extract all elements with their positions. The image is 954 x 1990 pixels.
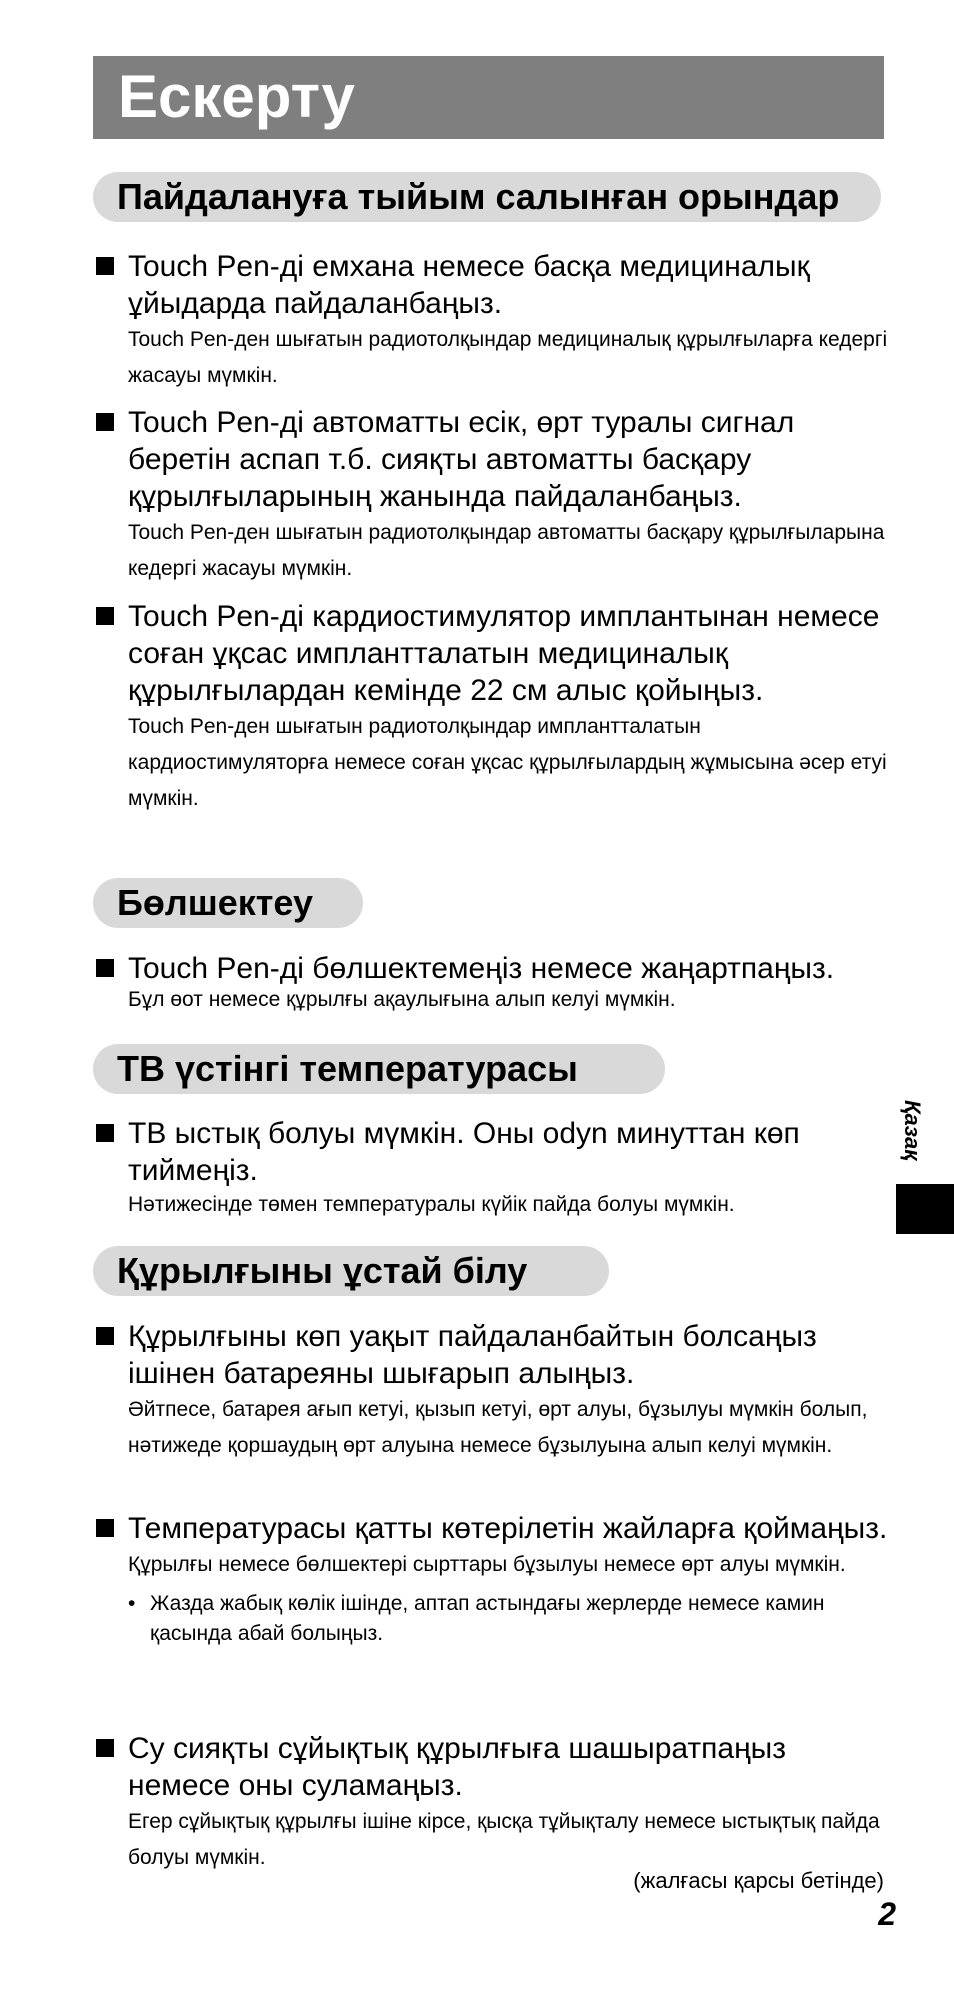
section-heading-surface-temperature: ТВ үстінгі температурасы xyxy=(93,1044,665,1094)
language-tab-marker xyxy=(896,1184,954,1234)
bullet-square-icon xyxy=(96,257,114,275)
list-item: Touch Pen-ді автоматты есік, өрт туралы сигнал беретін аспап т.б. сияқты автоматты басқару құрылғыларының жанында пайдаланбаңыз. Touch Pen-ден шығатын радиотолқындар автоматты басқару құрылғыларына кедергі жасауы мүмкін. xyxy=(96,404,892,587)
bullet-square-icon xyxy=(96,1124,114,1142)
page-number: 2 xyxy=(878,1896,896,1932)
continued-note: (жалғасы қарсы бетінде) xyxy=(633,1868,884,1893)
section-heading-device-handling: Құрылғыны ұстай білу xyxy=(93,1246,609,1296)
list-item: Су сияқты сұйықтық құрылғыға шашыратпаңыз немесе оны суламаңыз. Егер сұйықтық құрылғы ішіне кірсе, қысқа тұйықталу немесе ыстықтық пайда болуы мүмкін. xyxy=(96,1730,892,1876)
list-item: Touch Pen-ді кардиостимулятор имплантынан немесе соған ұқсас имплантталатын медициналық құрылғылардан кемінде 22 см алыс қойыңыз. Touch Pen-ден шығатын радиотолқындар имплантталатын кардиостимуляторға немесе соған ұқсас құрылғылардың жұмысына әсер етуі мүмкін. xyxy=(96,598,892,817)
page-title: Ескерту xyxy=(118,63,355,130)
bullet-square-icon xyxy=(96,607,114,625)
title-bar xyxy=(93,56,884,139)
bullet-dot-icon: • xyxy=(128,1592,136,1615)
section-heading-disassembly: Бөлшектеу xyxy=(93,878,363,928)
list-item: Құрылғыны көп уақыт пайдаланбайтын болсаңыз ішінен батареяны шығарып алыңыз. Әйтпесе, батарея ағып кетуі, қызып кетуі, өрт алуы, бұзылуы мүмкін болып, нәтижеде қоршаудың өрт алуына немесе бұзылуына алып келуі мүмкін. xyxy=(96,1318,892,1464)
bullet-square-icon xyxy=(96,413,114,431)
bullet-square-icon xyxy=(96,1739,114,1757)
list-item: Температурасы қатты көтерілетін жайларға қоймаңыз. Құрылғы немесе бөлшектері сырттары бұзылуы немесе өрт алуы мүмкін. • Жазда жабық көлік ішінде, аптап астындағы жерлерде немесе камин қасында абай болыңыз. xyxy=(96,1510,892,1649)
bullet-square-icon xyxy=(96,1327,114,1345)
sub-bullet-note: • Жазда жабық көлік ішінде, аптап астындағы жерлерде немесе камин қасында абай болыңыз. xyxy=(128,1589,892,1649)
list-item: Touch Pen-ді бөлшектемеңіз немесе жаңартпаңыз. Бұл өот немесе құрылғы ақаулығына алып келуі мүмкін. xyxy=(96,950,892,1013)
bullet-square-icon xyxy=(96,1519,114,1537)
bullet-square-icon xyxy=(96,959,114,977)
list-item: ТВ ыстық болуы мүмкін. Оны оdуn минуттан көп тиймеңіз. Нәтижесінде төмен температуралы күйік пайда болуы мүмкін. xyxy=(96,1115,892,1221)
section-heading-prohibited-places: Пайдалануға тыйым салынған орындар xyxy=(93,172,881,222)
language-tab-label: Қазақ xyxy=(900,1100,925,1161)
list-item: Touch Pen-ді емхана немесе басқа медициналық ұйыдарда пайдаланбаңыз. Touch Pen-ден шығатын радиотолқындар медициналық құрылғыларға кедергі жасауы мүмкін. xyxy=(96,248,892,394)
